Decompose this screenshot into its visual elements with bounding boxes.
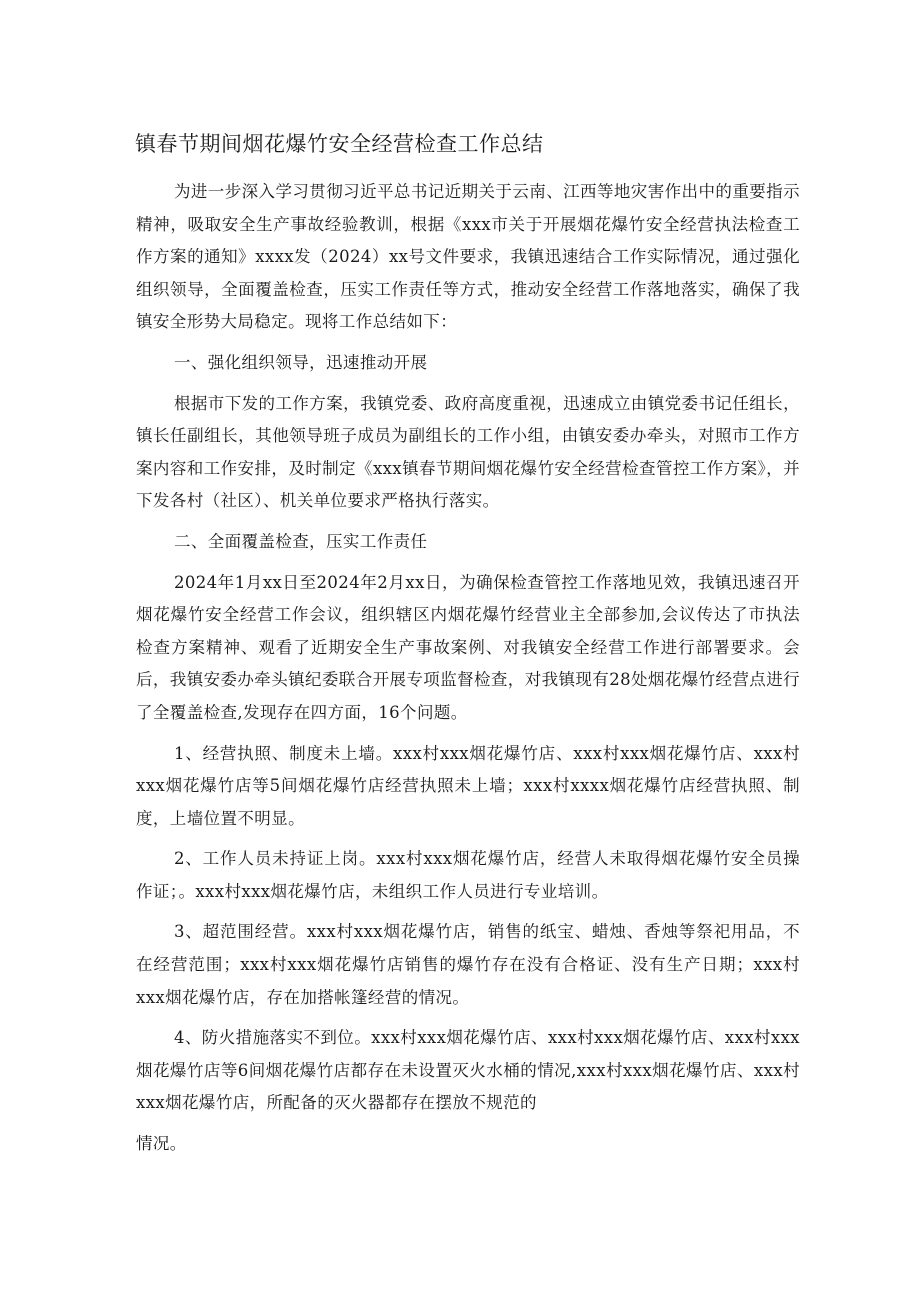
issue-item-3: 3、超范围经营。xxx村xxx烟花爆竹店，销售的纸宝、蜡烛、香烛等祭祀用品，不在经营范围；xxx村xxx烟花爆竹店销售的爆竹存在没有合格证、没有生产日期；xxx村xxx烟花爆竹店，存在加搭帐篷经营的情况。 [136,922,800,1007]
section-heading-2: 二、全面覆盖检查，压实工作责任 [173,531,428,551]
section-2-paragraph: 2024年1月xx日至2024年2月xx日，为确保检查管控工作落地见效，我镇迅速召开烟花爆竹安全经营工作会议，组织辖区内烟花爆竹经营业主全部参加,会议传达了市执法检查方案精神、观看了近期安全生产事故案例、对我镇安全经营工作进行部署要求。会后，我镇安委办牵头镇纪委联合开展专项监督检查，对我镇现有28处烟花爆竹经营点进行了全覆盖检查,发现存在四方面，16个问题。 [136,572,800,722]
document-body [136,176,800,1169]
issue-item-4-continuation: 情况。 [136,1134,187,1154]
issue-item-2: 2、工作人员未持证上岗。xxx村xxx烟花爆竹店，经营人未取得烟花爆竹安全员操作证；。xxx村xxx烟花爆竹店，未组织工作人员进行专业培训。 [136,849,800,901]
issue-item-1: 1、经营执照、制度未上墙。xxx村xxx烟花爆竹店、xxx村xxx烟花爆竹店、xxx村xxx烟花爆竹店等5间烟花爆竹店经营执照未上墙；xxx村xxxx烟花爆竹店经营执照、制度，上墙位置不明显。 [136,743,800,828]
section-heading-1: 一、强化组织领导，迅速推动开展 [173,352,428,372]
section-1-paragraph: 根据市下发的工作方案，我镇党委、政府高度重视，迅速成立由镇党委书记任组长，镇长任副组长，其他领导班子成员为副组长的工作小组，由镇安委办牵头，对照市工作方案内容和工作安排，及时制定《xxx镇春节期间烟花爆竹安全经营检查管控工作方案》，并下发各村（社区）、机关单位要求严格执行落实。 [136,393,800,511]
document-title: 镇春节期间烟花爆竹安全经营检查工作总结 [135,132,544,156]
intro-paragraph: 为进一步深入学习贯彻习近平总书记近期关于云南、江西等地灾害作出中的重要指示精神，吸取安全生产事故经验教训，根据《xxx市关于开展烟花爆竹安全经营执法检查工作方案的通知》xxxx发（2024）xx号文件要求，我镇迅速结合工作实际情况，通过强化组织领导，全面覆盖检查，压实工作责任等方式，推动安全经营工作落地落实，确保了我镇安全形势大局稳定。现将工作总结如下： [136,182,800,332]
issue-item-4: 4、防火措施落实不到位。xxx村xxx烟花爆竹店、xxx村xxx烟花爆竹店、xxx村xxx烟花爆竹店等6间烟花爆竹店都存在未设置灭火水桶的情况,xxx村xxx烟花爆竹店、xxx村xxx烟花爆竹店，所配备的灭火器都存在摆放不规范的 [136,1028,800,1113]
